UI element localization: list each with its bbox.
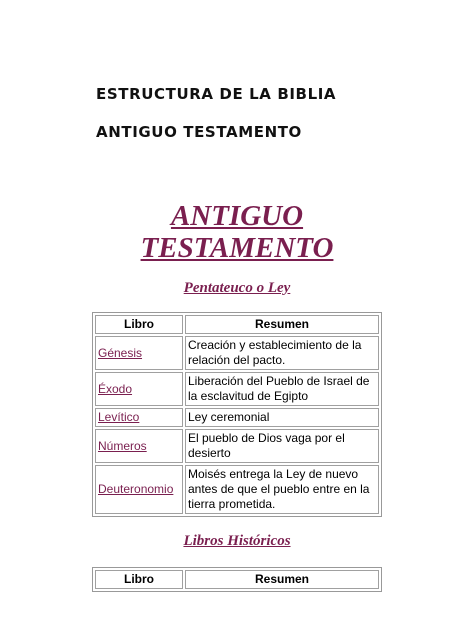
- book-summary: Moisés entrega la Ley de nuevo antes de que el pueblo entre en la tierra prometida.: [185, 465, 379, 514]
- book-link-levitico[interactable]: Levítico: [95, 408, 183, 427]
- main-title-line-1: ANTIGUO: [170, 200, 304, 232]
- book-summary: Liberación del Pueblo de Israel de la esclavitud de Egipto: [185, 372, 379, 406]
- book-summary: El pueblo de Dios vaga por el desierto: [185, 429, 379, 463]
- main-title: [0, 200, 474, 264]
- pentateuco-table: [92, 312, 382, 517]
- book-link-genesis[interactable]: Génesis: [95, 336, 183, 370]
- column-header-libro: Libro: [95, 570, 183, 589]
- table-row: [95, 336, 379, 370]
- book-link-numeros[interactable]: Números: [95, 429, 183, 463]
- table-header-row: [95, 315, 379, 334]
- header-subtitle: ANTIGUO TESTAMENTO: [96, 123, 302, 141]
- book-link-deuteronomio[interactable]: Deuteronomio: [95, 465, 183, 514]
- book-summary: Creación y establecimiento de la relación del pacto.: [185, 336, 379, 370]
- historicos-table: [92, 567, 382, 592]
- book-summary: Ley ceremonial: [185, 408, 379, 427]
- table-row: [95, 429, 379, 463]
- table-header-row: [95, 570, 379, 589]
- table-row: [95, 408, 379, 427]
- table-row: [95, 465, 379, 514]
- column-header-libro: Libro: [95, 315, 183, 334]
- section-title-historicos: Libros Históricos: [183, 533, 291, 549]
- main-title-line-2: TESTAMENTO: [140, 232, 334, 264]
- section-title-pentateuco: Pentateuco o Ley: [183, 280, 291, 296]
- table-row: [95, 372, 379, 406]
- column-header-resumen: Resumen: [185, 315, 379, 334]
- column-header-resumen: Resumen: [185, 570, 379, 589]
- book-link-exodo[interactable]: Éxodo: [95, 372, 183, 406]
- header-title: ESTRUCTURA DE LA BIBLIA: [96, 85, 337, 103]
